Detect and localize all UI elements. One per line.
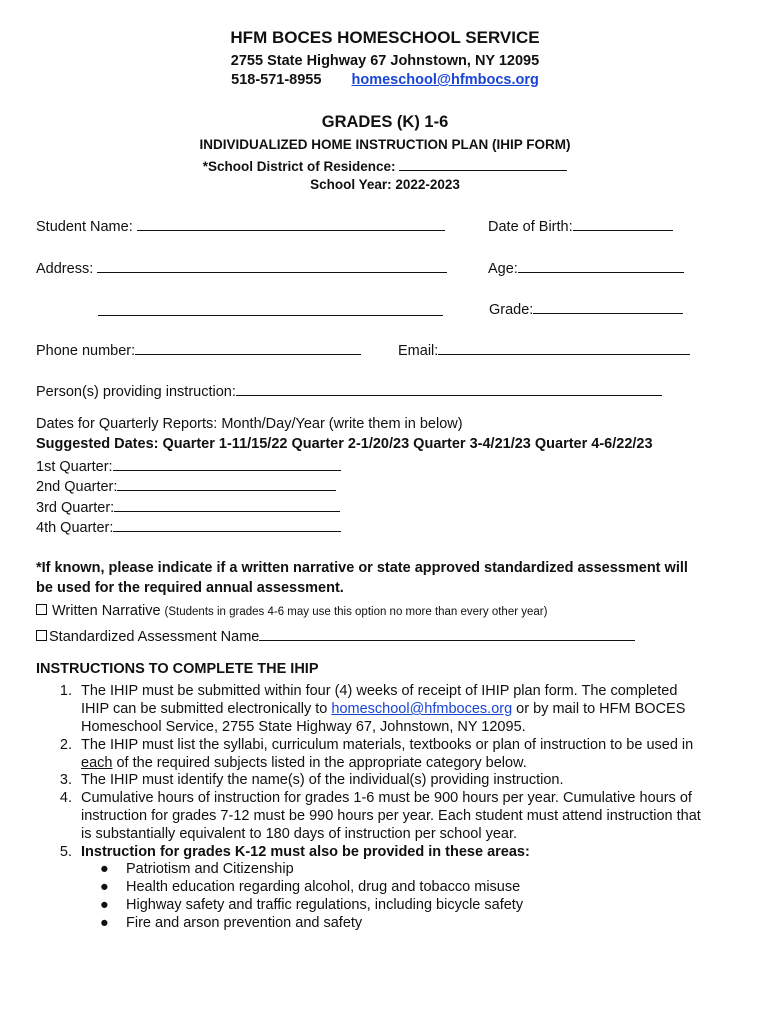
standardized-option[interactable]: [36, 627, 635, 645]
q3-label: 3rd Quarter:: [36, 500, 115, 516]
email-label: Email:: [398, 343, 439, 359]
instruction-4-line-3: is substantially equivalent to 180 days of instruction per school year.: [81, 826, 518, 842]
district-line: [0, 157, 770, 174]
student-name-row: [36, 217, 445, 235]
instructions-heading: INSTRUCTIONS TO COMPLETE THE IHIP: [36, 661, 319, 677]
org-contact: [0, 72, 770, 88]
grade-label: Grade:: [489, 302, 534, 318]
instruction-2-each: each: [81, 755, 113, 771]
instructors-row: [36, 382, 662, 400]
dob-field[interactable]: [573, 217, 673, 231]
area-item: Fire and arson prevention and safety: [126, 915, 363, 931]
standardized-label: Standardized Assessment Name: [49, 629, 260, 645]
instruction-4-line-2: instruction for grades 7-12 must be 990 hours per year. Each student must attend instruction that: [81, 808, 701, 824]
q1-label: 1st Quarter:: [36, 459, 113, 475]
address-field-1[interactable]: [97, 259, 447, 273]
instruction-2-line-2: [81, 755, 527, 771]
q2-field[interactable]: [117, 477, 336, 491]
q2-label: 2nd Quarter:: [36, 479, 118, 495]
quarters-intro: Dates for Quarterly Reports: Month/Day/Year (write them in below): [36, 416, 463, 432]
age-field[interactable]: [518, 259, 684, 273]
q1-row: [36, 457, 341, 475]
instruction-1-line-1: The IHIP must be submitted within four (4) weeks of receipt of IHIP plan form. The completed: [81, 683, 678, 699]
address-field-2[interactable]: [98, 302, 443, 316]
standardized-checkbox[interactable]: [36, 630, 47, 641]
instructors-field[interactable]: [236, 382, 662, 396]
grade-row: [489, 300, 683, 318]
phone-row: [36, 341, 361, 359]
narrative-option[interactable]: [36, 603, 547, 619]
assessment-notice-1: *If known, please indicate if a written narrative or state approved standardized assessment will: [36, 560, 688, 576]
phone-field[interactable]: [135, 341, 361, 355]
instruction-5: Instruction for grades K-12 must also be provided in these areas:: [81, 844, 530, 860]
standardized-field[interactable]: [259, 627, 635, 641]
instruction-2-text: of the required subjects listed in the appropriate category below.: [112, 755, 527, 771]
item-number: 5.: [59, 844, 72, 860]
district-field[interactable]: [399, 157, 567, 171]
narrative-checkbox[interactable]: [36, 604, 47, 615]
school-year: School Year: 2022-2023: [310, 177, 460, 192]
org-address: 2755 State Highway 67 Johnstown, NY 12095: [230, 53, 540, 69]
instruction-3: The IHIP must identify the name(s) of the individual(s) providing instruction.: [81, 772, 564, 788]
item-number: 3.: [59, 772, 72, 788]
email-row: [398, 341, 690, 359]
instruction-email-link[interactable]: homeschool@hfmboces.org: [331, 701, 513, 717]
bullet-icon: ●: [100, 879, 109, 895]
dob-label: Date of Birth:: [488, 219, 573, 235]
assessment-notice-2: be used for the required annual assessment.: [36, 580, 344, 596]
grades-heading: GRADES (K) 1-6: [321, 113, 449, 131]
item-number: 4.: [59, 790, 72, 806]
org-phone: 518-571-8955: [231, 72, 322, 88]
bullet-icon: ●: [100, 897, 109, 913]
q3-row: [36, 498, 340, 516]
q1-field[interactable]: [113, 457, 341, 471]
q4-label: 4th Quarter:: [36, 520, 114, 536]
instruction-4-line-1: Cumulative hours of instruction for grades 1-6 must be 900 hours per year. Cumulative hours of: [81, 790, 692, 806]
instructors-label: Person(s) providing instruction:: [36, 384, 236, 400]
suggested-dates: Suggested Dates: Quarter 1-11/15/22 Quarter 2-1/20/23 Quarter 3-4/21/23 Quarter 4-6/22/23: [36, 436, 653, 452]
item-number: 2.: [59, 737, 72, 753]
item-number: 1.: [59, 683, 72, 699]
email-field[interactable]: [438, 341, 690, 355]
q4-row: [36, 518, 341, 536]
instruction-2-line-1: The IHIP must list the syllabi, curriculum materials, textbooks or plan of instruction to be used in: [81, 737, 694, 753]
instruction-1-text-post: or by mail to HFM BOCES: [512, 701, 686, 717]
address-label: Address:: [36, 261, 98, 277]
narrative-label: Written Narrative: [52, 603, 161, 619]
instruction-1-text: IHIP can be submitted electronically to: [81, 701, 332, 717]
age-label: Age:: [488, 261, 518, 277]
area-item: Highway safety and traffic regulations, including bicycle safety: [126, 897, 524, 913]
q2-row: [36, 477, 336, 495]
age-row: [488, 259, 684, 277]
bullet-icon: ●: [100, 915, 109, 931]
address-row: [36, 259, 447, 277]
grade-field[interactable]: [533, 300, 683, 314]
org-title: HFM BOCES HOMESCHOOL SERVICE: [230, 28, 540, 47]
instruction-1-line-3: Homeschool Service, 2755 State Highway 67, Johnstown, NY 12095.: [81, 719, 526, 735]
student-name-label: Student Name:: [36, 219, 137, 235]
q3-field[interactable]: [114, 498, 340, 512]
dob-row: [488, 217, 673, 235]
bullet-icon: ●: [100, 861, 109, 877]
org-email-link[interactable]: homeschool@hfmbocs.org: [351, 72, 539, 88]
student-name-field[interactable]: [137, 217, 445, 231]
form-name: INDIVIDUALIZED HOME INSTRUCTION PLAN (IHIP FORM): [199, 137, 571, 152]
district-label: *School District of Residence:: [202, 159, 400, 174]
area-item: Patriotism and Citizenship: [126, 861, 294, 877]
phone-label: Phone number:: [36, 343, 136, 359]
area-item: Health education regarding alcohol, drug and tobacco misuse: [126, 879, 521, 895]
narrative-note: (Students in grades 4-6 may use this option no more than every other year): [164, 606, 548, 618]
instruction-1-line-2: [81, 701, 685, 717]
q4-field[interactable]: [113, 518, 341, 532]
